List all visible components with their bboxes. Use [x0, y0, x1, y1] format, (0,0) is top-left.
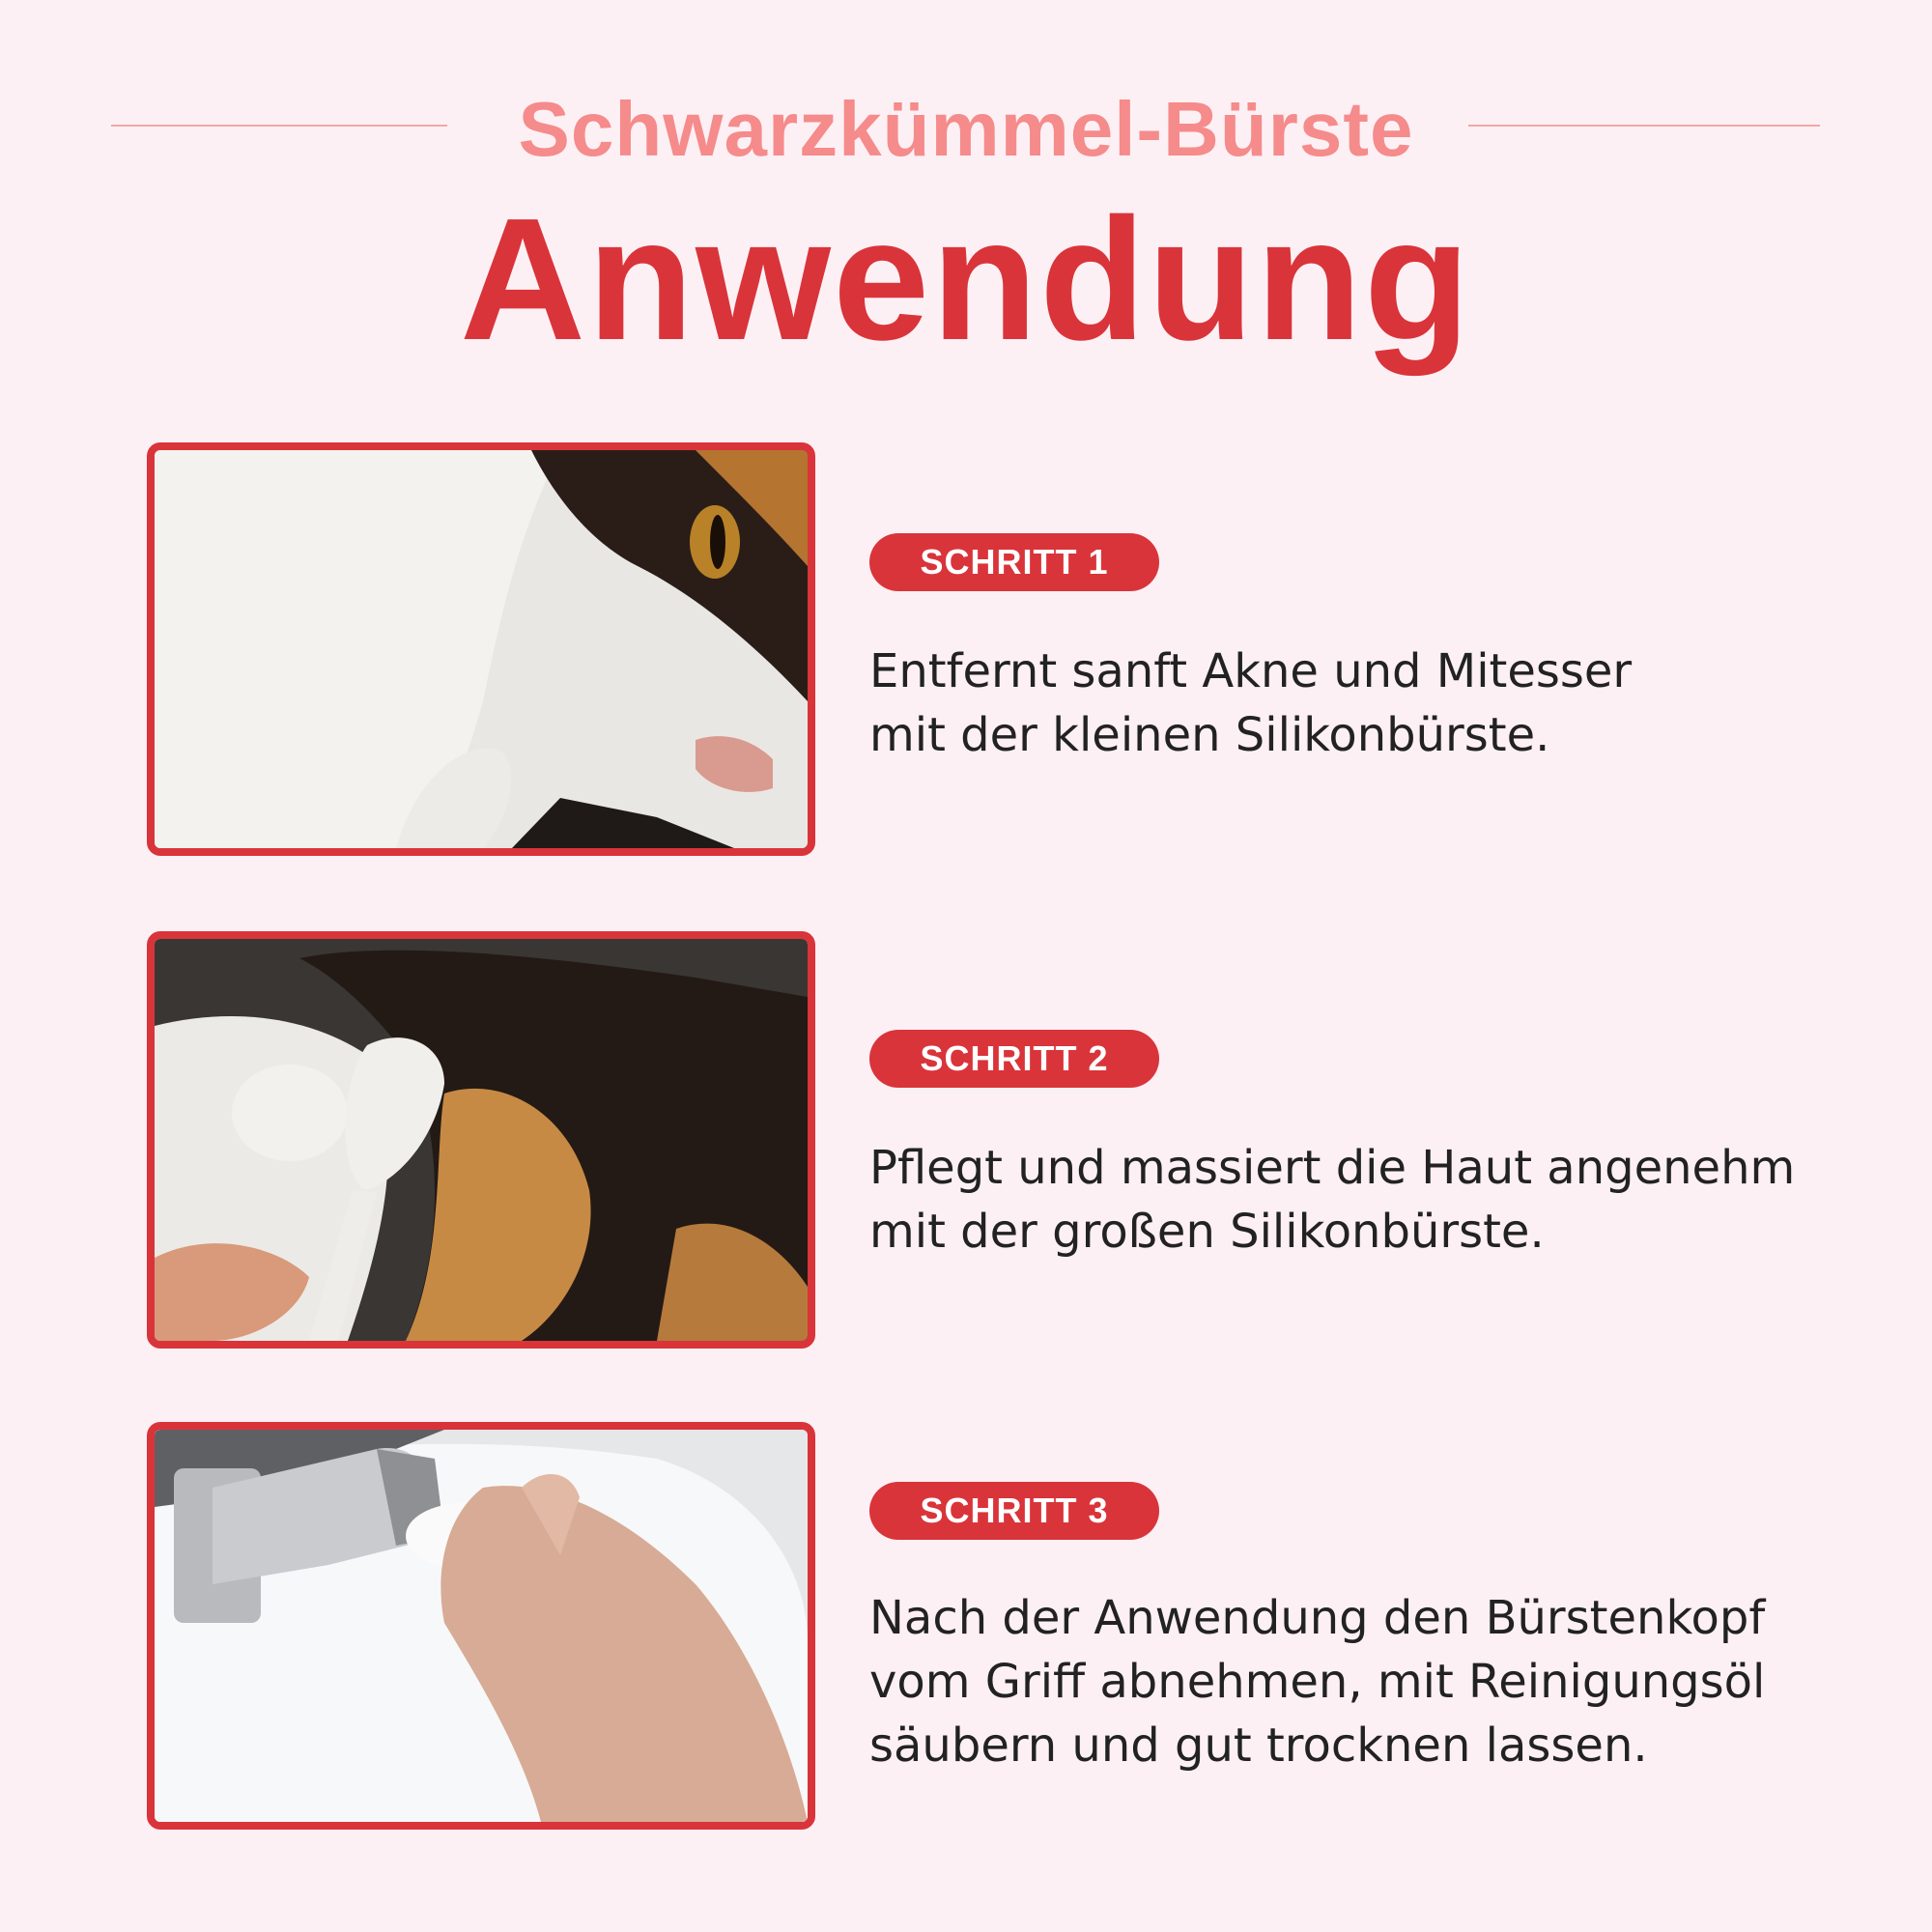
step-3-line: Nach der Anwendung den Bürstenkopf — [869, 1591, 1766, 1645]
step-1-description — [869, 639, 1835, 767]
step-2-description — [869, 1136, 1835, 1264]
step-2-badge: SCHRITT 2 — [869, 1030, 1159, 1088]
page-title: Anwendung — [460, 183, 1472, 377]
step-2-line: mit der großen Silikonbürste. — [869, 1205, 1545, 1259]
page-subtitle: Schwarzkümmel-Bürste — [518, 86, 1414, 172]
step-2-line: Pflegt und massiert die Haut angenehm — [869, 1141, 1796, 1195]
step-2-photo — [147, 931, 815, 1349]
step-1-badge: SCHRITT 1 — [869, 533, 1159, 591]
step-1-photo — [147, 442, 815, 856]
step-1-line: mit der kleinen Silikonbürste. — [869, 708, 1550, 762]
step-3-badge: SCHRITT 3 — [869, 1482, 1159, 1540]
step-1-line: Entfernt sanft Akne und Mitesser — [869, 644, 1633, 698]
step-3-description — [869, 1586, 1835, 1777]
step-3-line: säubern und gut trocknen lassen. — [869, 1719, 1648, 1773]
step-3-photo — [147, 1422, 815, 1830]
step-3-line: vom Griff abnehmen, mit Reinigungsöl — [869, 1655, 1766, 1709]
